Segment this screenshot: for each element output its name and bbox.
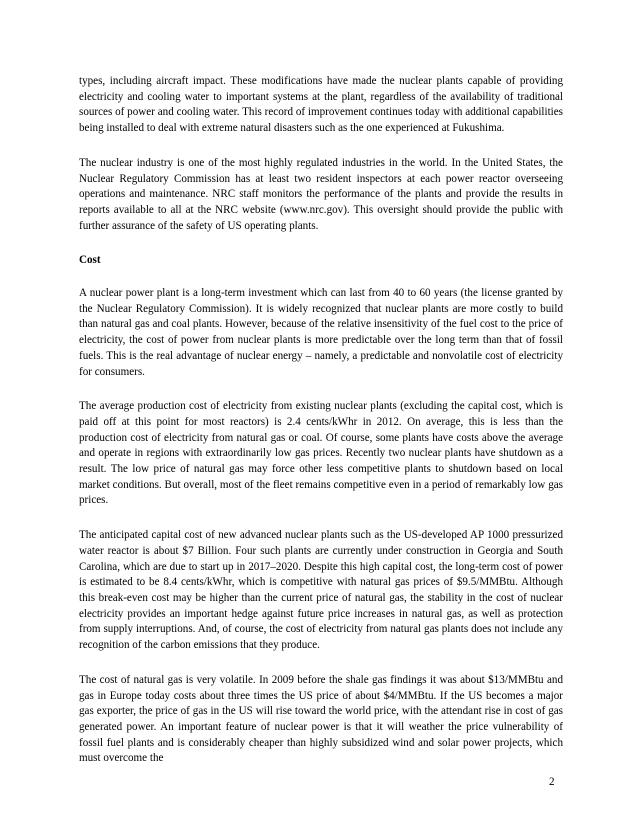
paragraph-nuclear-regulation: The nuclear industry is one of the most highly regulated industries in the world. In the United States, the Nuclear Regulatory Commission has at least two resident inspectors at each power reactor overseeing operations and maintenance. NRC staff monitors the performance of the plants and provide the results in reports available to all at the NRC website (www.nrc.gov). This oversight should provide the public with further assurance of the safety of US operating plants.: [79, 156, 563, 232]
paragraph-gas-volatility: The cost of natural gas is very volatile. In 2009 before the shale gas findings it was about $13/MMBtu and gas in Europe today costs about three times the US price of about $4/MMBtu. If the US becomes a major gas exporter, the price of gas in the US will rise toward the world price, with the attendant rise in cost of gas generated power. An important feature of nuclear power is that it will weather the price vulnerability of fossil fuel plants and is considerably cheaper than highly subsidized wind and solar power projects, which must overcome the: [79, 673, 563, 765]
paragraph-production-cost: The average production cost of electricity from existing nuclear plants (excluding the capital cost, which is paid off at this point for most reactors) is 2.4 cents/kWhr in 2012. On average, this is less than the production cost of electricity from natural gas or coal. Of course, some plants have costs above the average and operate in regions with extraordinarily low gas prices. Recently two nuclear plants have shutdown as a result. The low price of natural gas may force other less competitive plants to shutdown based on local market conditions. But overall, most of the fleet remains competitive even in a period of remarkably low gas prices.: [79, 400, 563, 507]
page-body: [79, 74, 563, 786]
paragraph-aircraft-impact: types, including aircraft impact. These modifications have made the nuclear plants capable of providing electricity and cooling water to important systems at the plant, regardless of the availability of traditional sources of power and cooling water. This record of improvement continues today with additional capabilities being installed to deal with extreme natural disasters such as the one experienced at Fukushima.: [79, 75, 563, 135]
page-number: 2: [549, 776, 555, 788]
section-heading-cost: Cost: [79, 254, 101, 267]
paragraph-long-term-investment: A nuclear power plant is a long-term investment which can last from 40 to 60 years (the license granted by the Nuclear Regulatory Commission). It is widely recognized that nuclear plants are more costly to build than natural gas and coal plants. However, because of the relative insensitivity of the fuel cost to the price of electricity, the cost of power from nuclear plants is more predictable over the long term than that of fossil fuels. This is the real advantage of nuclear energy – namely, a predictable and nonvolatile cost of electricity for consumers.: [79, 287, 563, 378]
paragraph-capital-cost: The anticipated capital cost of new advanced nuclear plants such as the US-developed AP 1000 pressurized water reactor is about $7 Billion. Four such plants are currently under construction in Georgia and South Carolina, which are due to start up in 2017–2020. Despite this high capital cost, the long-term cost of power is estimated to be 8.4 cents/kWhr, which is competitive with natural gas prices of $9.5/MMBtu. Although this break-even cost may be higher than the current price of natural gas, the stability in the cost of nuclear electricity provides an important hedge against future price increases in natural gas, as well as protection from supply interruptions. And, of course, the cost of electricity from natural gas plants does not include any recognition of the carbon emissions that they produce.: [79, 529, 563, 652]
